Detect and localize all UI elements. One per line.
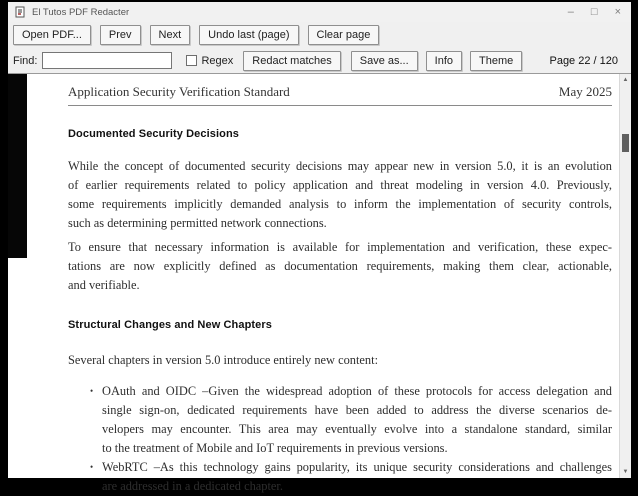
main-toolbar <box>8 22 631 48</box>
scrollbar-thumb[interactable] <box>622 134 629 152</box>
paragraph <box>68 351 612 370</box>
open-pdf-button[interactable]: Open PDF... <box>13 25 91 45</box>
text-line: single sign-on, dedicated requirements have been added to address the diverse scenarios de- <box>102 403 612 417</box>
text-line: of earlier requirements related to policy application and threat modeling in version 4.0. Previously, <box>68 178 612 192</box>
app-window <box>8 2 631 493</box>
window-title: El Tutos PDF Redacter <box>32 6 130 18</box>
document-header-title: Application Security Verification Standard <box>68 84 290 99</box>
close-icon[interactable]: × <box>614 5 621 18</box>
redaction-box[interactable] <box>8 74 27 258</box>
pdf-page-content <box>8 74 620 493</box>
bullet-list <box>90 382 612 493</box>
info-button[interactable]: Info <box>426 51 462 71</box>
clear-page-button[interactable]: Clear page <box>308 25 380 45</box>
window-controls <box>568 7 621 18</box>
text-line: some requirements implicitly demanded analysis to inform the implementation of security controls, <box>68 197 612 211</box>
undo-last-button[interactable]: Undo last (page) <box>199 25 298 45</box>
titlebar <box>8 2 631 22</box>
find-toolbar <box>8 48 631 74</box>
app-icon <box>15 6 26 18</box>
list-item <box>90 382 612 458</box>
text-line: Several chapters in version 5.0 introduce entirely new content: <box>68 353 379 367</box>
paragraph <box>68 238 612 295</box>
prev-page-button[interactable]: Prev <box>100 25 141 45</box>
text-line: WebRTC –As this technology gains popularity, its unique security considerations and challenges <box>102 460 612 474</box>
text-line-clipped: are addressed in a dedicated chapter. <box>102 479 283 493</box>
text-line: To ensure that necessary information is available for implementation and verification, these expec- <box>68 240 612 254</box>
scroll-down-icon[interactable]: ▼ <box>622 469 629 475</box>
text-line: tations are now explicitly defined as documentation requirements, making them clear, actionable, <box>68 259 612 273</box>
page-indicator: Page 22 / 120 <box>549 54 618 67</box>
regex-label: Regex <box>201 54 234 67</box>
paragraph <box>68 157 612 233</box>
vertical-scrollbar[interactable] <box>619 74 631 478</box>
bullet-icon: • <box>90 386 94 396</box>
text-line: such as determining permitted network connections. <box>68 216 327 230</box>
regex-checkbox[interactable] <box>186 55 197 66</box>
document-header-date: May 2025 <box>558 84 612 99</box>
theme-button[interactable]: Theme <box>470 51 522 71</box>
section-heading-structural-changes: Structural Changes and New Chapters <box>68 319 272 331</box>
save-as-button[interactable]: Save as... <box>351 51 418 71</box>
text-line: OAuth and OIDC –Given the widespread adoption of these protocols for access delegation and <box>102 384 612 398</box>
minimize-icon[interactable]: – <box>567 5 574 18</box>
bullet-icon: • <box>90 462 94 472</box>
viewer-area <box>8 74 631 493</box>
text-line: While the concept of documented security decisions may appear new in version 5.0, it is an evolution <box>68 159 612 173</box>
next-page-button[interactable]: Next <box>150 25 191 45</box>
section-heading-documented-security-decisions: Documented Security Decisions <box>68 128 240 140</box>
find-label: Find: <box>13 54 38 67</box>
redact-matches-button[interactable]: Redact matches <box>243 51 340 71</box>
find-input[interactable] <box>42 52 172 69</box>
text-line: and verifiable. <box>68 278 140 292</box>
document-header <box>68 84 612 106</box>
pdf-page[interactable] <box>8 74 620 493</box>
scroll-up-icon[interactable]: ▲ <box>622 77 629 83</box>
text-line: velopers may encounter. This area may eventually evolve into a standalone standard, similar <box>102 422 612 436</box>
maximize-icon[interactable]: □ <box>590 5 598 18</box>
list-item <box>90 458 612 493</box>
text-line: to the treatment of Mobile and IoT requirements in previous versions. <box>102 441 448 455</box>
